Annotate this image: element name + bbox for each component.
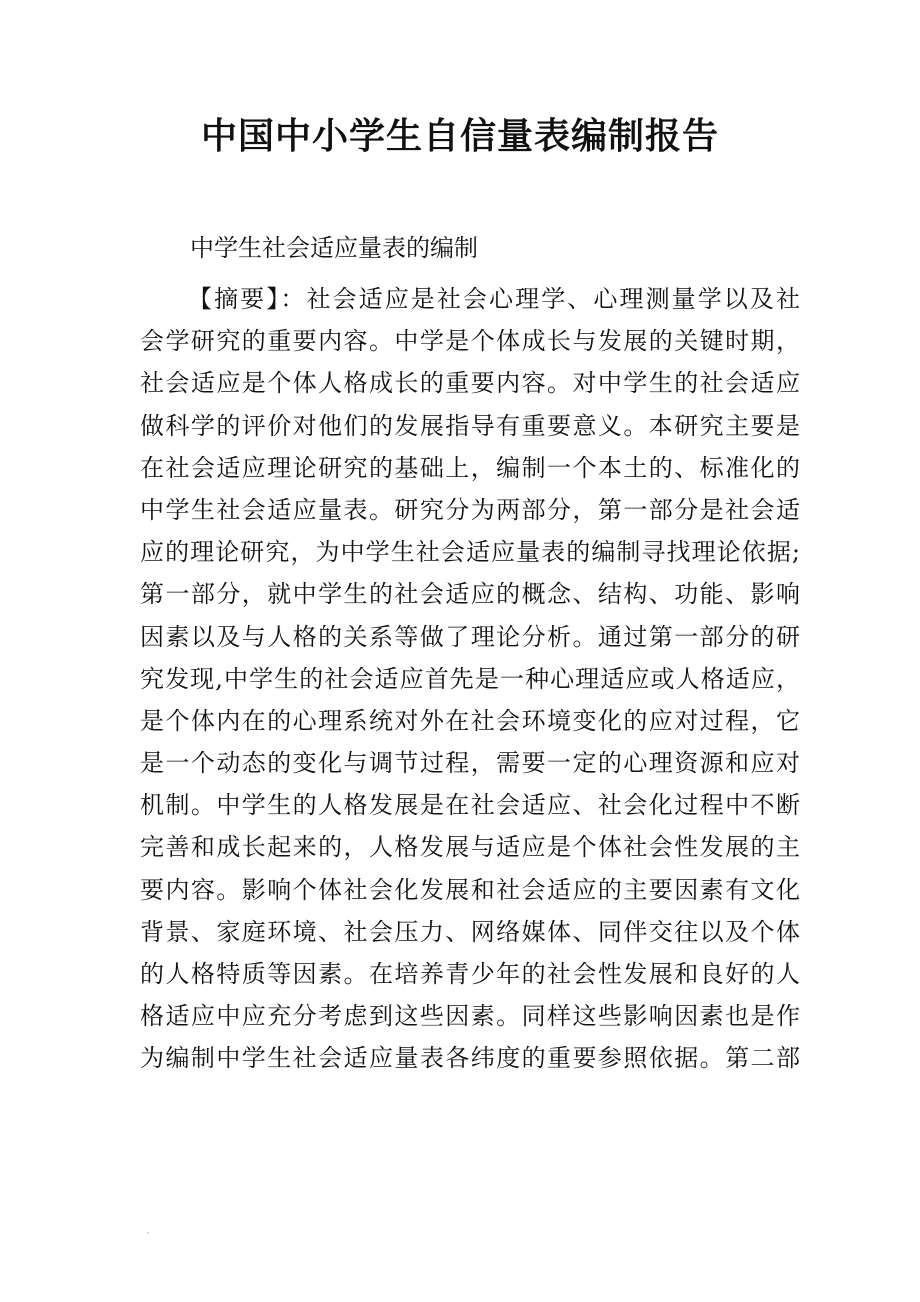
abstract-line: 中学生社会适应量表。研究分为两部分，第一部分是社会适	[140, 495, 800, 524]
abstract-line: 第一部分，就中学生的社会适应的概念、结构、功能、影响	[140, 580, 800, 609]
abstract-body	[140, 278, 800, 1080]
abstract-line: 会学研究的重要内容。中学是个体成长与发展的关键时期，	[140, 327, 800, 356]
abstract-line: 背景、家庭环境、社会压力、网络媒体、同伴交往以及个体	[140, 917, 800, 946]
abstract-line: 因素以及与人格的关系等做了理论分析。通过第一部分的研	[140, 622, 800, 651]
section-subtitle: 中学生社会适应量表的编制	[190, 234, 478, 262]
abstract-line: 究发现,中学生的社会适应首先是一种心理适应或人格适应，	[140, 664, 800, 693]
abstract-line: 是个体内在的心理系统对外在社会环境变化的应对过程，它	[140, 706, 800, 735]
abstract-line: 要内容。影响个体社会化发展和社会适应的主要因素有文化	[140, 875, 800, 904]
abstract-line: 完善和成长起来的，人格发展与适应是个体社会性发展的主	[140, 833, 800, 862]
abstract-line: 的人格特质等因素。在培养青少年的社会性发展和良好的人	[140, 960, 800, 988]
abstract-line: 是一个动态的变化与调节过程，需要一定的心理资源和应对	[140, 749, 800, 778]
document-title: 中国中小学生自信量表编制报告	[200, 115, 719, 157]
abstract-line: 为编制中学生社会适应量表各纬度的重要参照依据。第二部	[140, 1044, 800, 1073]
abstract-line: 在社会适应理论研究的基础上，编制一个本土的、标准化的	[140, 453, 800, 482]
abstract-line: 做科学的评价对他们的发展指导有重要意义。本研究主要是	[140, 411, 800, 440]
abstract-line-1	[140, 278, 800, 320]
abstract-line: 社会适应是个体人格成长的重要内容。对中学生的社会适应	[140, 369, 800, 398]
abstract-line: 应的理论研究，为中学生社会适应量表的编制寻找理论依据;	[140, 538, 800, 567]
abstract-line-1-text: 社会适应是社会心理学、心理测量学以及社	[306, 285, 800, 313]
page-mark-dot	[147, 1232, 149, 1234]
abstract-label: 【摘要】：	[188, 285, 307, 313]
abstract-line: 机制。中学生的人格发展是在社会适应、社会化过程中不断	[140, 791, 800, 820]
abstract-line: 格适应中应充分考虑到这些因素。同样这些影响因素也是作	[140, 1002, 800, 1031]
